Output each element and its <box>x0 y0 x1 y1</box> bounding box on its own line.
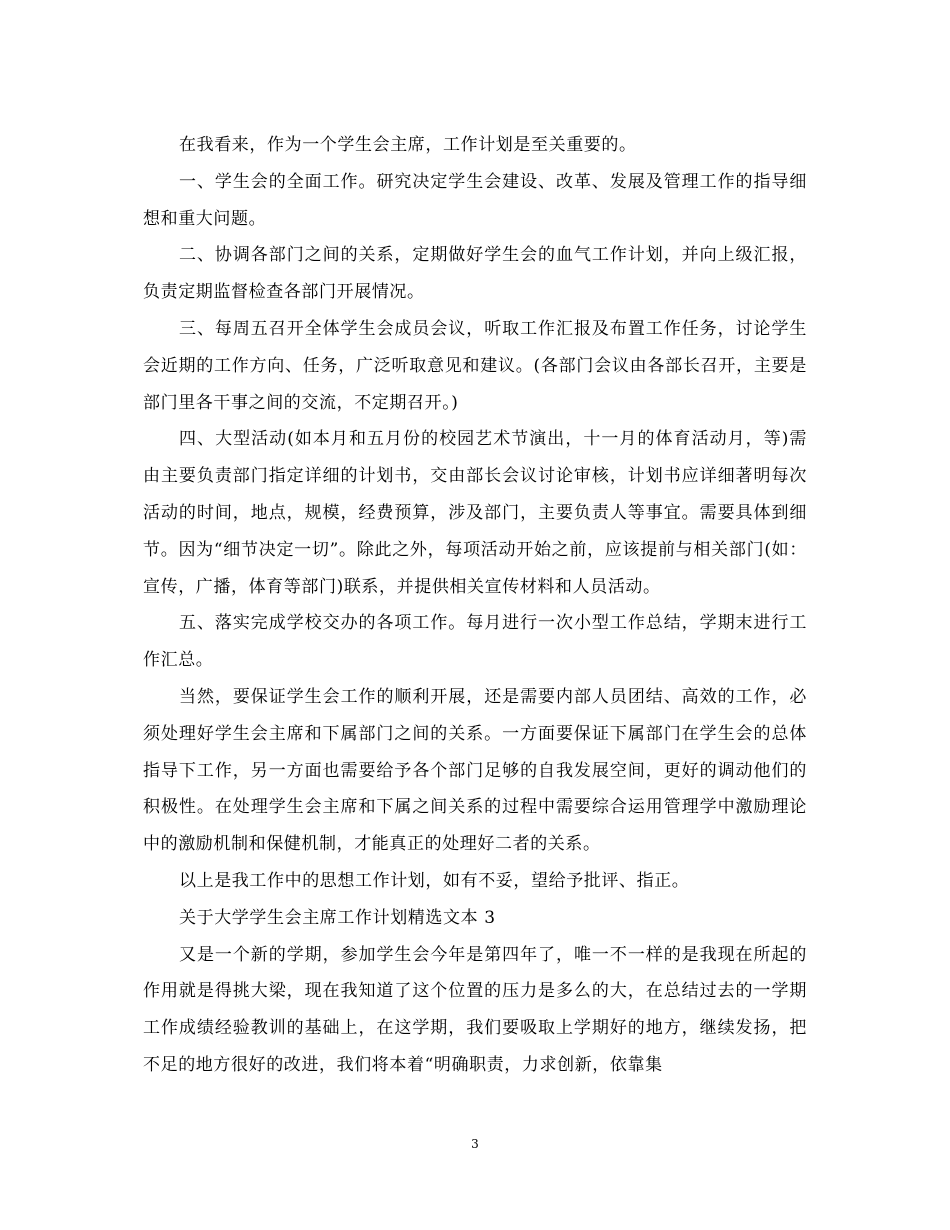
paragraph-item-4: 四、大型活动(如本月和五月份的校园艺术节演出，十一月的体育活动月，等)需由主要负责部门指定详细的计划书，交由部长会议讨论审核，计划书应详细著明每次活动的时间，地点，规模，经费预算，涉及部门，主要负责人等事宜。需要具体到细节。因为“细节决定一切”。除此之外，每项活动开始之前，应该提前与相关部门(如：宣传，广播，体育等部门)联系，并提供相关宣传材料和人员活动。 <box>143 429 807 597</box>
paragraph-intro: 在我看来，作为一个学生会主席，工作计划是至关重要的。 <box>179 135 637 155</box>
paragraph-item-2: 二、协调各部门之间的关系，定期做好学生会的血气工作计划，并向上级汇报，负责定期监督检查各部门开展情况。 <box>143 245 807 303</box>
section-heading: 关于大学学生会主席工作计划精选文本 3 <box>179 907 496 928</box>
paragraph-closing: 以上是我工作中的思想工作计划，如有不妥，望给予批评、指正。 <box>179 870 690 891</box>
paragraph-relationship: 当然，要保证学生会工作的顺利开展，还是需要内部人员团结、高效的工作，必须处理好学生会主席和下属部门之间的关系。一方面要保证下属部门在学生会的总体指导下工作，另一方面也需要给予各个部门足够的自我发展空间，更好的调动他们的积极性。在处理学生会主席和下属之间关系的过程中需要综合运用管理学中激励理论中的激励机制和保健机制，才能真正的处理好二者的关系。 <box>143 686 807 855</box>
paragraph-item-3: 三、每周五召开全体学生会成员会议，听取工作汇报及布置工作任务，讨论学生会近期的工作方向、任务，广泛听取意见和建议。(各部门会议由各部长召开，主要是部门里各干事之间的交流，不定期召开。) <box>143 318 807 413</box>
paragraph-new-semester: 又是一个新的学期，参加学生会今年是第四年了，唯一不一样的是我现在所起的作用就是得挑大梁，现在我知道了这个位置的压力是多么的大，在总结过去的一学期工作成绩经验教训的基础上，在这学期，我们要吸取上学期好的地方，继续发扬，把不足的地方很好的改进，我们将本着“明确职责，力求创新，依靠集 <box>143 944 807 1075</box>
document-body <box>143 127 807 1084</box>
paragraph-item-1: 一、学生会的全面工作。研究决定学生会建设、改革、发展及管理工作的指导细想和重大问题。 <box>143 171 807 229</box>
page-number: 3 <box>471 1137 479 1151</box>
paragraph-item-5: 五、落实完成学校交办的各项工作。每月进行一次小型工作总结，学期末进行工作汇总。 <box>143 613 807 671</box>
